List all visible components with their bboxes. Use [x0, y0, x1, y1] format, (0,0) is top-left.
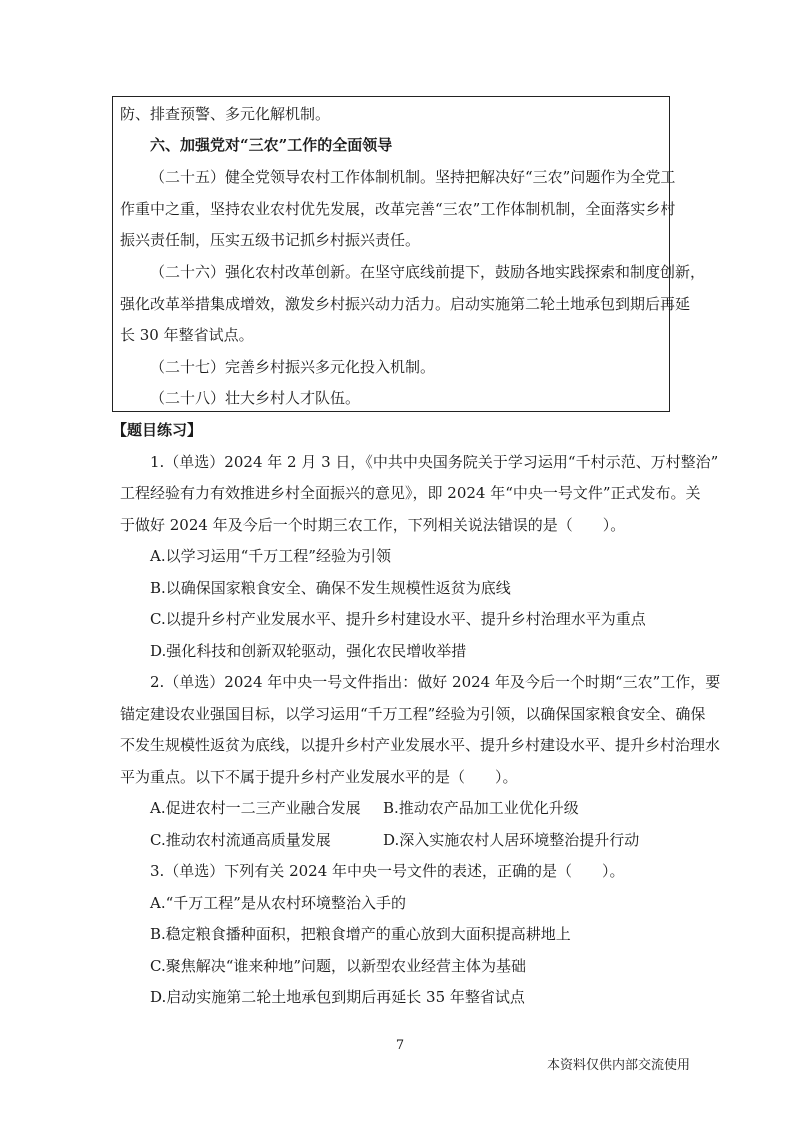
section-heading: 六、加强党对“三农”工作的全面领导: [150, 136, 393, 154]
q2-option-b: B.推动农产品加工业优化升级: [383, 799, 579, 817]
q3-option-b: B.稳定粮食播种面积，把粮食增产的重心放到大面积提高耕地上: [150, 925, 571, 943]
q1-option-a: A.以学习运用“千万工程”经验为引领: [150, 547, 391, 565]
q3-option-d: D.启动实施第二轮土地承包到期后再延长 35 年整省试点: [150, 988, 525, 1006]
q2-line-4: 平为重点。以下不属于提升乡村产业发展水平的是（ ）。: [120, 768, 518, 786]
q2-option-a: A.促进农村一二三产业融合发展: [150, 799, 361, 817]
paragraph-26-line-1: （二十六）强化农村改革创新。在坚守底线前提下，鼓励各地实践探索和制度创新，: [150, 263, 706, 281]
paragraph-27: （二十七）完善乡村振兴多元化投入机制。: [150, 358, 436, 376]
q1-option-c: C.以提升乡村产业发展水平、提升乡村建设水平、提升乡村治理水平为重点: [150, 610, 646, 628]
q2-option-c: C.推动农村流通高质量发展: [150, 831, 331, 849]
paragraph-25-line-2: 作重中之重，坚持农业农村优先发展，改革完善“三农”工作体制机制，全面落实乡村: [120, 200, 676, 218]
paragraph-26-line-2: 强化改革举措集成增效，激发乡村振兴动力活力。启动实施第二轮土地承包到期后再延: [120, 295, 691, 313]
footer-note: 本资料仅供内部交流使用: [546, 1058, 690, 1073]
page-number: 7: [395, 1038, 405, 1053]
q1-line-3: 于做好 2024 年及今后一个时期三农工作，下列相关说法错误的是（ ）。: [120, 516, 626, 534]
q2-line-3: 不发生规模性返贫为底线，以提升乡村产业发展水平、提升乡村建设水平、提升乡村治理水: [120, 736, 721, 754]
q1-line-1: 1.（单选）2024 年 2 月 3 日，《中共中央国务院关于学习运用“千村示范、万村整治”: [150, 453, 719, 471]
paragraph-25-line-1: （二十五）健全党领导农村工作体制机制。坚持把解决好“三农”问题作为全党工: [150, 168, 676, 186]
q2-line-2: 锚定建设农业强国目标，以学习运用“千万工程”经验为引领，以确保国家粮食安全、确保: [120, 705, 706, 723]
paragraph-26-line-3: 长 30 年整省试点。: [120, 326, 254, 344]
exercise-title: 【题目练习】: [112, 421, 203, 439]
q1-line-2: 工程经验有力有效推进乡村全面振兴的意见》，即 2024 年“中央一号文件”正式发布。关: [120, 484, 701, 502]
paragraph-28: （二十八）壮大乡村人才队伍。: [150, 389, 361, 407]
box-line-1: 防、排查预警、多元化解机制。: [120, 105, 331, 123]
paragraph-25-line-3: 振兴责任制，压实五级书记抓乡村振兴责任。: [120, 231, 421, 249]
q1-option-b: B.以确保国家粮食安全、确保不发生规模性返贫为底线: [150, 579, 511, 597]
q3-line-1: 3.（单选）下列有关 2024 年中央一号文件的表述，正确的是（ ）。: [150, 862, 625, 880]
q2-option-d: D.深入实施农村人居环境整治提升行动: [383, 831, 640, 849]
q3-option-c: C.聚焦解决“谁来种地”问题，以新型农业经营主体为基础: [150, 957, 527, 975]
q2-line-1: 2.（单选）2024 年中央一号文件指出：做好 2024 年及今后一个时期“三农”工作，要: [150, 673, 721, 691]
q3-option-a: A.“千万工程”是从农村环境整治入手的: [150, 894, 406, 912]
q1-option-d: D.强化科技和创新双轮驱动，强化农民增收举措: [150, 642, 467, 660]
